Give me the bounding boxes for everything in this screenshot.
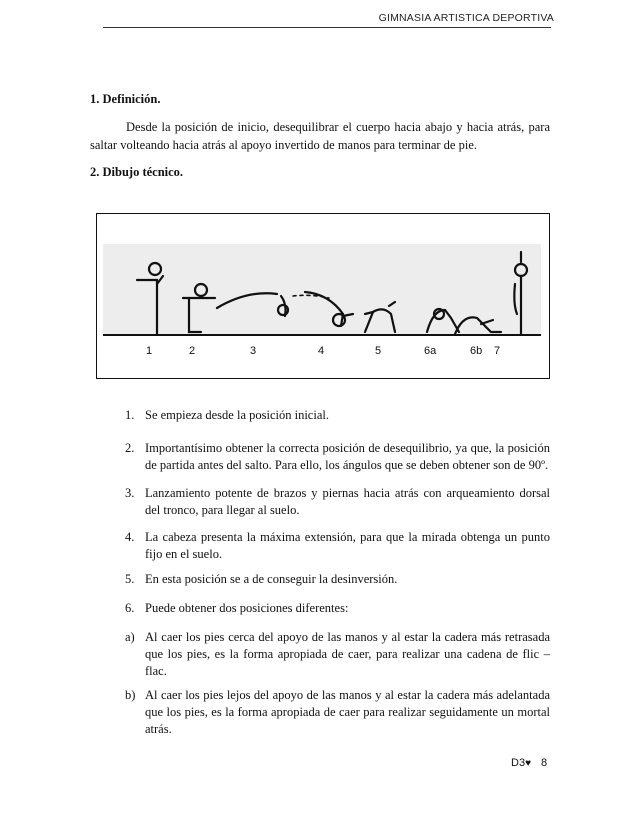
position-label: 7 [494,345,501,357]
section-1-body: Desde la posición de inicio, desequilibrar el cuerpo hacia abajo y hacia atrás, para saltar volteando hacia atrás al apoyo invertido de manos para terminar de pie. [90,120,550,152]
list-item [125,571,550,588]
footer-code-text: D3 [511,757,526,769]
position-label: 5 [375,345,382,357]
header-title: GIMNASIA ARTISTICA DEPORTIVA [378,12,554,24]
list-item [125,407,550,424]
list-marker: 2. [125,441,135,455]
list-marker: a) [125,630,135,644]
list-marker: 3. [125,486,135,500]
position-label: 6a [424,345,437,357]
section-1-heading: 1. Definición. [90,92,161,106]
list-marker: 5. [125,572,135,586]
list-text: Al caer los pies lejos del apoyo de las manos y al estar la cadera más adelantada que los pies, es la forma apropiada de caer para realizar seguidamente un mortal atrás. [145,688,550,736]
hatched-ground [103,244,541,336]
list-text: La cabeza presenta la máxima extensión, para que la mirada obtenga un punto fijo en el suelo. [145,530,550,561]
list-item [125,629,550,680]
list-text: Importantísimo obtener la correcta posición de desequilibrio, ya que, la posición de partida antes del salto. Para ello, los ángulos que se deben obtener son de 90º. [145,441,550,472]
list-marker: 4. [125,530,135,544]
footer-code [511,757,531,769]
position-label: 2 [189,345,196,357]
list-text: En esta posición se a de conseguir la desinversión. [145,572,398,586]
technical-drawing-figure [96,213,550,379]
position-label: 6b [470,345,483,357]
list-text: Se empieza desde la posición inicial. [145,408,329,422]
list-marker: 6. [125,601,135,615]
list-text: Al caer los pies cerca del apoyo de las manos y al estar la cadera más retrasada que los pies, es la forma apropiada de caer, para realizar una cadena de flic – flac. [145,630,550,678]
list-item [125,529,550,563]
header-rule [103,27,551,28]
list-item [125,485,550,519]
section-2-heading: 2. Dibujo técnico. [90,165,184,179]
heart-icon: ♥ [525,758,531,769]
list-marker: 1. [125,408,135,422]
list-text: Puede obtener dos posiciones diferentes: [145,601,349,615]
list-item [125,687,550,738]
position-label: 1 [146,345,153,357]
list-text: Lanzamiento potente de brazos y piernas hacia atrás con arqueamiento dorsal del tronco, para llegar al suelo. [145,486,550,517]
position-label: 3 [250,345,257,357]
list-item [125,440,550,474]
list-marker: b) [125,688,136,702]
page-number: 8 [541,757,548,769]
list-item [125,600,550,617]
position-label: 4 [318,345,325,357]
